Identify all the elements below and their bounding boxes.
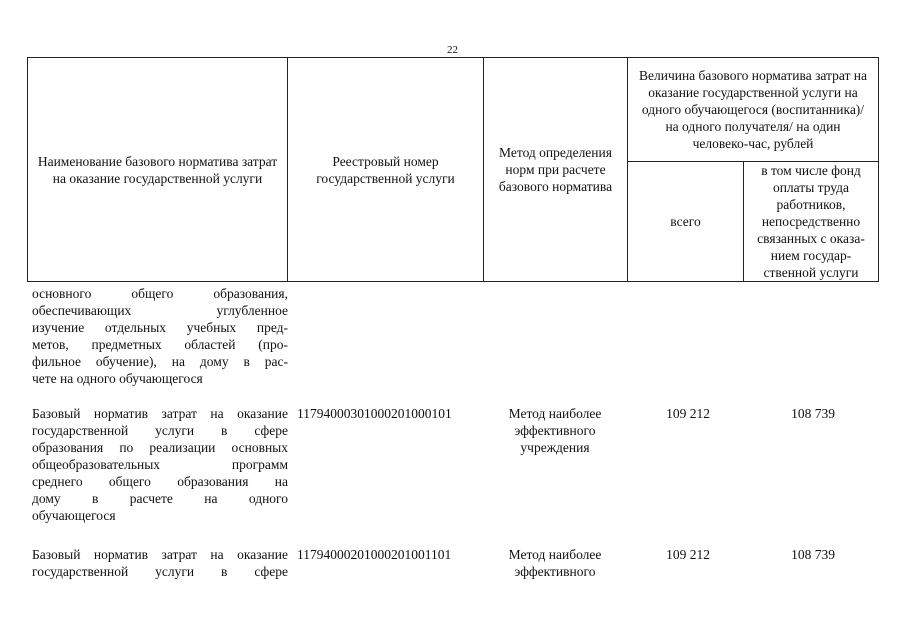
- total-value: 109 212: [666, 547, 710, 562]
- row-name-line: Базовый норматив затрат на оказание: [32, 547, 288, 562]
- row-name-line: общеобразовательных программ: [32, 457, 288, 472]
- row-name-line: Базовый норматив затрат на оказание: [32, 406, 288, 421]
- header-value-group: Величина базового норматива затрат на оказание государственной услуги на одного обучающегося (воспитанника)/ на одного получателя/ на один человеко-час, рублей: [638, 68, 867, 151]
- row-name-line: среднего общего образования на: [32, 474, 288, 489]
- continuation-line: обеспечивающих углубленное: [32, 303, 288, 318]
- header-method-cell: [484, 58, 628, 281]
- registry-number: 11794000201000201001101: [297, 547, 452, 562]
- row-name-line: государственной услуги в сфере: [32, 564, 288, 579]
- continuation-line: изучение отдельных учебных пред-: [32, 320, 288, 335]
- registry-number: 11794000301000201000101: [297, 406, 452, 421]
- header-registry-cell: [288, 58, 484, 281]
- header-name: Наименование базового норматива затрат на оказание государственной услуги: [37, 153, 278, 186]
- header-fund-cell: [744, 162, 878, 281]
- continuation-name: [32, 285, 288, 387]
- method-text: Метод наиболее эффективного учреждения: [508, 406, 602, 455]
- page-number: 22: [447, 44, 458, 56]
- row-name-line: дому в расчете на одного: [32, 491, 288, 506]
- header-value-group-cell: [628, 58, 878, 162]
- continuation-line: фильное обучение), на дому в рас-: [32, 354, 288, 369]
- header-fund: в том числе фонд оплаты труда работников, непосредственно связанных с оказа- нием государ- ственной услуги: [757, 163, 865, 280]
- header-total-cell: [628, 162, 744, 281]
- table-row-name: [32, 405, 288, 524]
- row-name-line: обучающегося: [32, 508, 116, 523]
- method-text: Метод наиболее эффективного: [508, 547, 602, 579]
- header-method: Метод определения норм при расчете базового норматива: [498, 145, 613, 194]
- row-name-line: образования по реализации основных: [32, 440, 288, 455]
- table-row-name: [32, 546, 288, 580]
- fund-value: 108 739: [791, 406, 835, 421]
- header-name-cell: [28, 58, 288, 281]
- header-total: всего: [670, 214, 701, 229]
- table-header: [27, 57, 879, 282]
- continuation-line: основного общего образования,: [32, 286, 288, 301]
- row-name-line: государственной услуги в сфере: [32, 423, 288, 438]
- continuation-line: метов, предметных областей (про-: [32, 337, 288, 352]
- continuation-line: чете на одного обучающегося: [32, 371, 203, 386]
- fund-value: 108 739: [791, 547, 835, 562]
- header-registry: Реестровый номер государственной услуги: [316, 153, 455, 186]
- total-value: 109 212: [666, 406, 710, 421]
